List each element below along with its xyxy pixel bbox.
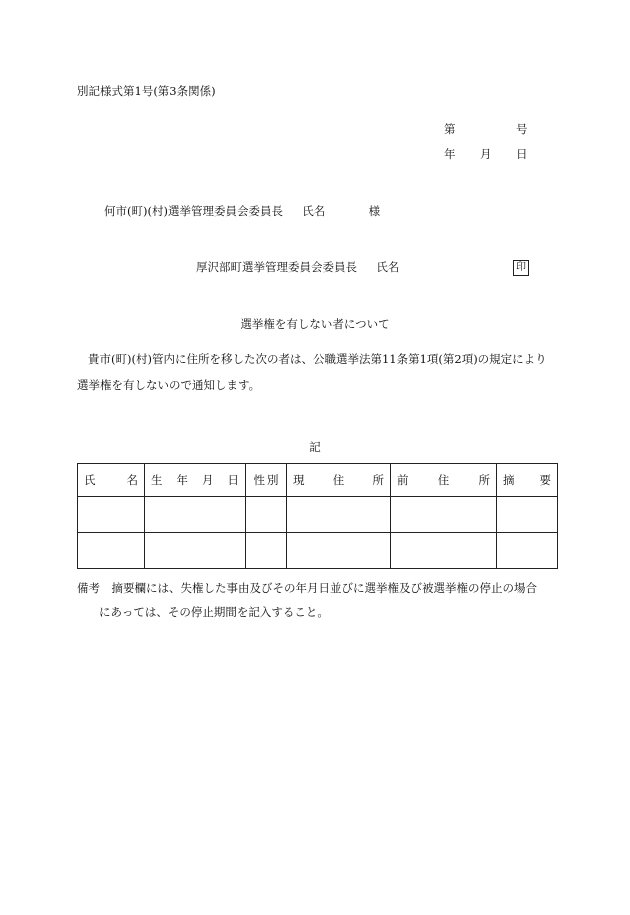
number-suffix: 号 xyxy=(516,122,528,136)
record-table xyxy=(77,463,558,569)
note-line-1: 備考 摘要欄には、失権した事由及びその年月日並びに選挙権及び被選挙権の停止の場合 xyxy=(77,581,537,595)
header-remarks: 摘 要 xyxy=(497,464,558,497)
table-row xyxy=(78,497,558,533)
header-birthdate: 生 年 月 日 xyxy=(145,464,246,497)
table-row xyxy=(78,533,558,569)
number-prefix: 第 xyxy=(444,122,456,136)
header-sex: 性 別 xyxy=(246,464,287,497)
sender-name-label: 氏名 xyxy=(376,260,400,274)
cell-previous-address[interactable] xyxy=(391,533,497,569)
header-name: 氏 名 xyxy=(78,464,145,497)
cell-sex[interactable] xyxy=(246,533,287,569)
cell-remarks[interactable] xyxy=(497,533,558,569)
ki-heading: 記 xyxy=(309,440,321,454)
date-year: 年 xyxy=(444,147,456,161)
table-header-row xyxy=(78,464,558,497)
cell-current-address[interactable] xyxy=(287,533,391,569)
addressee xyxy=(104,206,380,218)
sender-org: 厚沢部町選挙管理委員会委員長 xyxy=(196,260,357,274)
cell-name[interactable] xyxy=(78,497,145,533)
header-previous-address: 前 住 所 xyxy=(391,464,497,497)
cell-remarks[interactable] xyxy=(497,497,558,533)
seal-stamp: 印 xyxy=(513,260,529,276)
cell-current-address[interactable] xyxy=(287,497,391,533)
remarks-note xyxy=(77,576,557,624)
sender xyxy=(196,262,399,274)
note-line-2: にあっては、その停止期間を記入すること。 xyxy=(99,605,329,619)
document-title: 選挙権を有しない者について xyxy=(240,317,390,331)
addressee-name-label: 氏名 xyxy=(302,204,326,218)
header-current-address: 現 住 所 xyxy=(287,464,391,497)
date-day: 日 xyxy=(516,147,528,161)
cell-birthdate[interactable] xyxy=(145,497,246,533)
cell-name[interactable] xyxy=(78,533,145,569)
cell-sex[interactable] xyxy=(246,497,287,533)
cell-birthdate[interactable] xyxy=(145,533,246,569)
addressee-org: 何市(町)(村)選挙管理委員会委員長 xyxy=(104,204,283,218)
form-identifier: 別記様式第1号(第3条関係) xyxy=(77,84,216,98)
date-month: 月 xyxy=(480,147,492,161)
body-paragraph: 貴市(町)(村)管内に住所を移した次の者は、公職選挙法第11条第1項(第2項)の規定により選挙権を有しないので通知します。 xyxy=(77,352,547,392)
cell-previous-address[interactable] xyxy=(391,497,497,533)
addressee-honorific: 様 xyxy=(368,204,381,218)
